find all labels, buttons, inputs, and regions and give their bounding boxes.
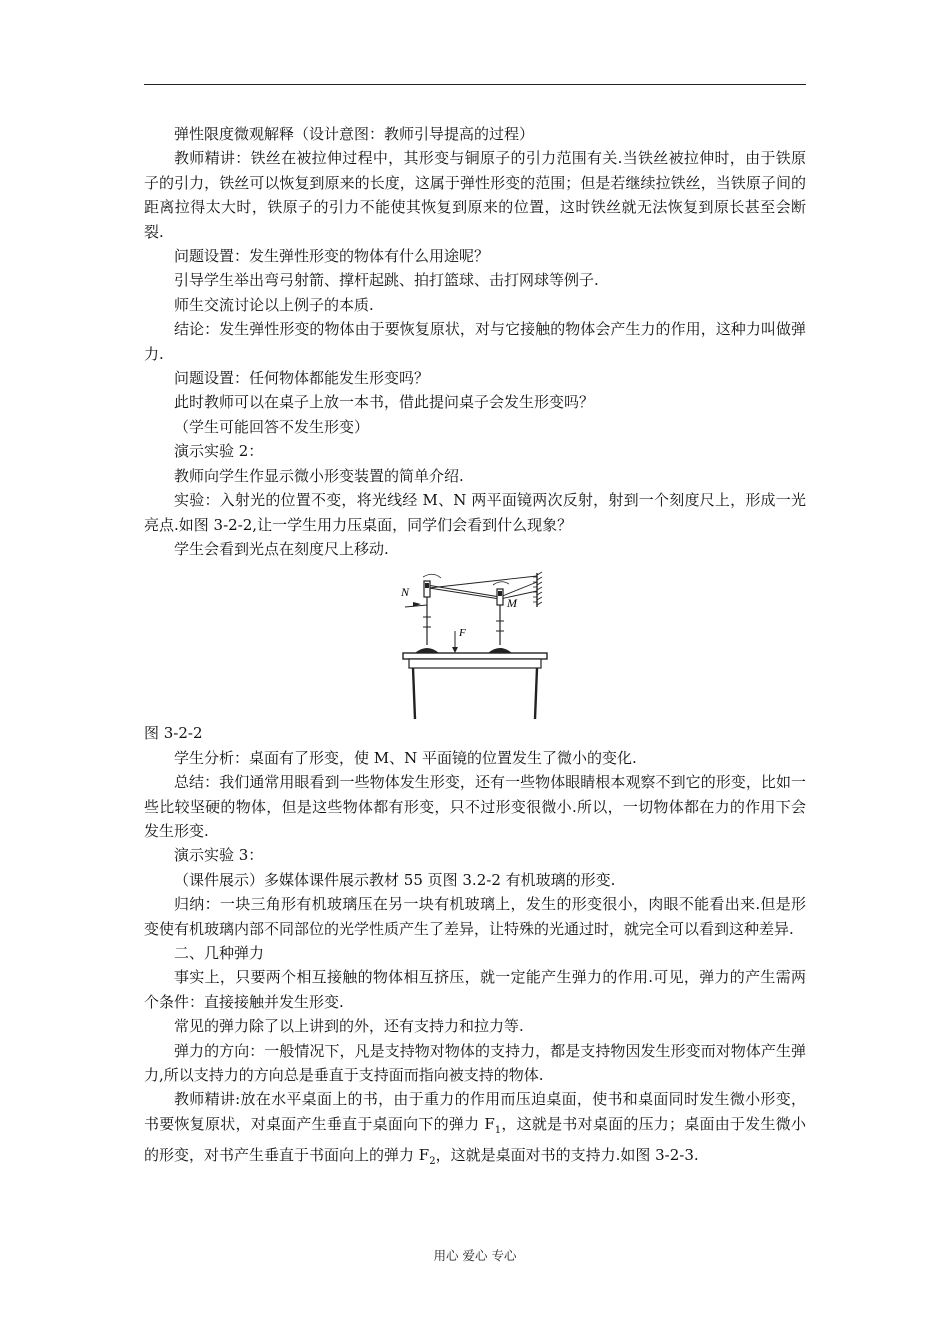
text-run: 教师精讲:放在水平桌面上的书，由于重力的作用而压迫桌面，使书和桌面同时发生微小形变，书要恢复原状，对桌面产生垂直于桌面向下的弹力 F	[144, 1090, 806, 1133]
text-run: ，这就是书对桌面的压力；桌面由于发生微小的形变，对书产生垂直于书面向上的弹力 F	[144, 1114, 806, 1165]
paragraph: 弹性限度微观解释（设计意图：教师引导提高的过程）	[174, 125, 535, 143]
text-run: ，这就是桌面对书的支持力.如图 3-2-3.	[435, 1146, 699, 1165]
paragraph: 问题设置：发生弹性形变的物体有什么用途呢？	[174, 247, 490, 266]
paragraph: （学生可能回答不发生形变）	[174, 417, 370, 436]
paragraph: （课件展示）多媒体课件展示教材 55 页图 3.2-2 有机玻璃的形变.	[174, 870, 616, 889]
paragraph: 常见的弹力除了以上讲到的外，还有支持力和拉力等.	[174, 1017, 524, 1036]
document-body	[144, 122, 806, 1175]
paragraph: 此时教师可以在桌子上放一本书，借此提问桌子会发生形变吗？	[174, 393, 595, 412]
paragraph: 演示实验 2：	[174, 442, 264, 461]
label-f: F	[459, 627, 466, 640]
paragraph: 实验：入射光的位置不变，将光线经 M、N 两平面镜两次反射，射到一个刻度尺上，形成一光亮点.如图 3-2-2,让一学生用力压桌面，同学们会看到什么现象？	[144, 491, 806, 534]
paragraph: 事实上，只要两个相互接触的物体相互挤压，就一定能产生弹力的作用.可见，弹力的产生需两个条件：直接接触并发生形变.	[144, 968, 806, 1011]
subscript: 1	[494, 1124, 502, 1136]
paragraph: 结论：发生弹性形变的物体由于要恢复原状，对与它接触的物体会产生力的作用，这种力叫做弹力.	[144, 320, 806, 363]
mirror-deformation-diagram	[395, 571, 555, 721]
paragraph: 引导学生举出弯弓射箭、撑杆起跳、拍打篮球、击打网球等例子.	[174, 271, 599, 290]
paragraph	[144, 1087, 806, 1174]
label-n: N	[401, 585, 410, 600]
page-footer: 用心 爱心 专心	[433, 1248, 517, 1263]
header-rule	[144, 84, 806, 85]
paragraph: 学生会看到光点在刻度尺上移动.	[174, 539, 389, 558]
label-m: M	[507, 596, 517, 611]
paragraph: 师生交流讨论以上例子的本质.	[174, 295, 374, 314]
paragraph: 问题设置：任何物体都能发生形变吗？	[174, 369, 430, 388]
paragraph: 总结：我们通常用眼看到一些物体发生形变，还有一些物体眼睛根本观察不到它的形变，比如一些比较坚硬的物体，但是这些物体都有形变，只不过形变很微小.所以，一切物体都在力的作用下会发生形变.	[144, 773, 806, 840]
paragraph: 弹力的方向：一般情况下，凡是支持物对物体的支持力，都是支持物因发生形变而对物体产生弹力,所以支持力的方向总是垂直于支持面而指向被支持的物体.	[144, 1041, 806, 1084]
paragraph: 教师向学生作显示微小形变装置的简单介绍.	[174, 466, 464, 485]
figure-caption: 图 3-2-2	[144, 724, 203, 743]
section-heading: 二、几种弹力	[174, 943, 265, 962]
subscript: 2	[429, 1156, 436, 1168]
figure-3-2-2	[144, 571, 806, 745]
paragraph: 归纳：一块三角形有机玻璃压在另一块有机玻璃上，发生的形变很小，肉眼不能看出来.但是形变使有机玻璃内部不同部位的光学性质产生了差异，让特殊的光通过时，就完全可以看到这种差异.	[144, 895, 806, 938]
paragraph: 学生分析：桌面有了形变，使 M、N 平面镜的位置发生了微小的变化.	[174, 748, 637, 767]
paragraph: 演示实验 3：	[174, 846, 264, 865]
paragraph: 教师精讲：铁丝在被拉伸过程中，其形变与铜原子的引力范围有关.当铁丝被拉伸时，由于铁原子的引力，铁丝可以恢复到原来的长度，这属于弹性形变的范围；但是若继续拉铁丝，当铁原子间的距离拉得太大时，铁原子的引力不能使其恢复到原来的位置，这时铁丝就无法恢复到原长甚至会断裂.	[144, 149, 806, 241]
